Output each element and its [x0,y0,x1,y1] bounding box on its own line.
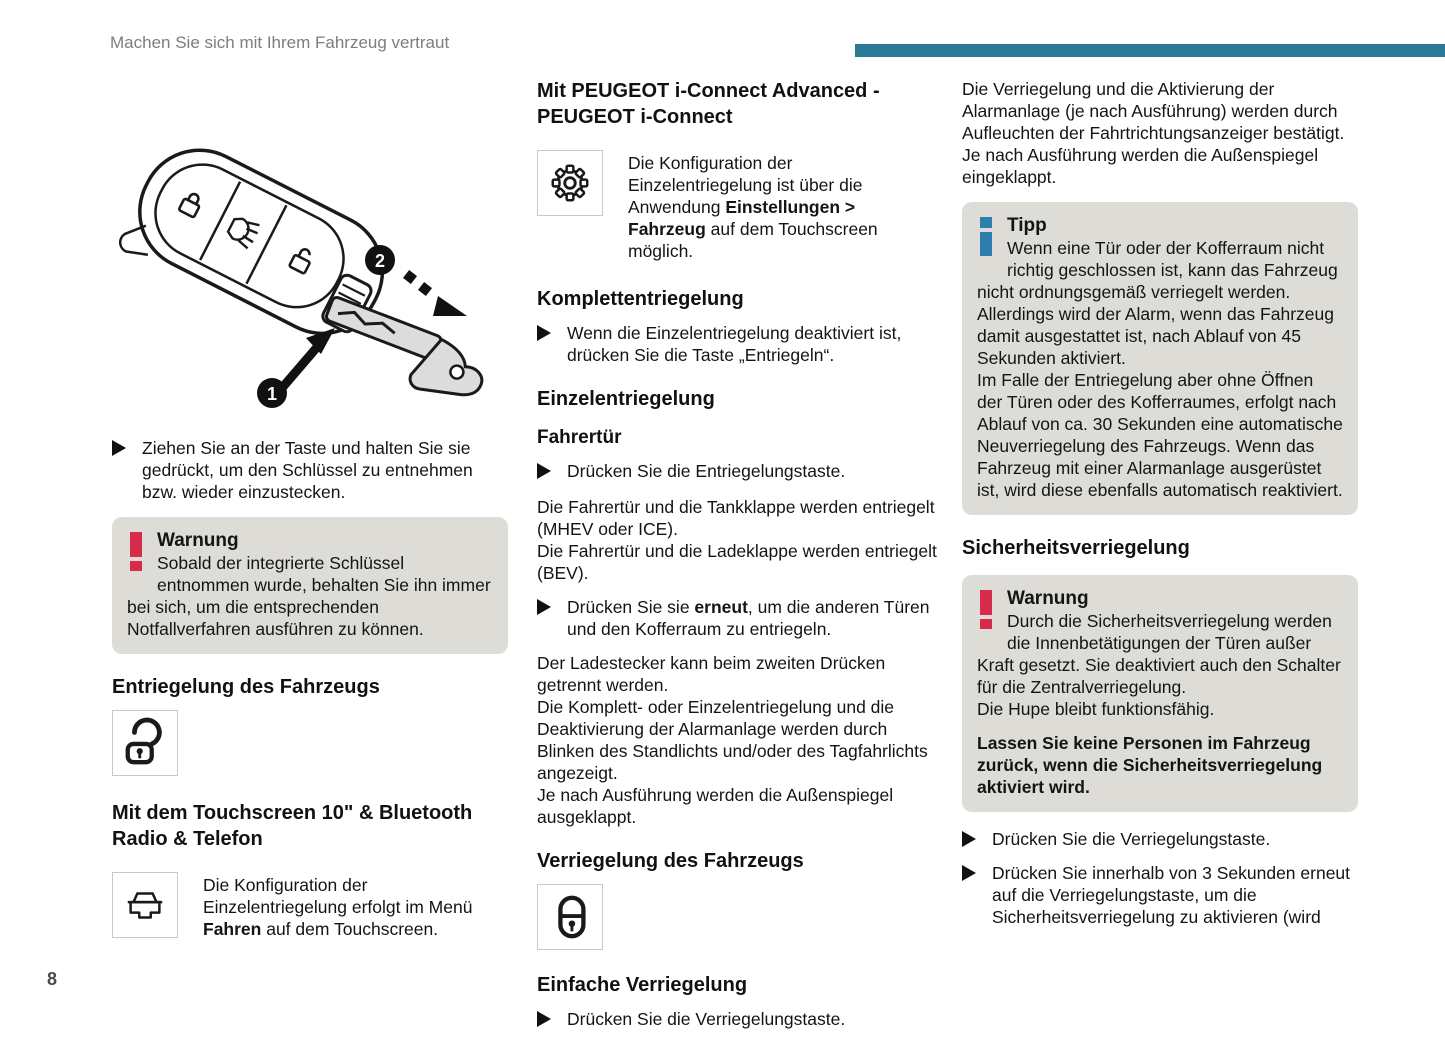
subheading-fahrertuer: Fahrertür [537,427,622,448]
instruction-text: Drücken Sie die Verriegelungstaste. [992,829,1271,849]
section-heading-komplett: Komplettentriegelung [537,288,744,310]
gear-icon [547,160,593,206]
section-heading-einfache: Einfache Verriegelung [537,974,748,996]
column-right [962,78,1358,940]
warning-box [112,517,508,654]
bullet-arrow-icon [537,1008,567,1032]
page-header-title: Machen Sie sich mit Ihrem Fahrzeug vertraut [110,33,450,52]
instruction-item [537,1008,937,1032]
text-part: auf dem Touchscreen möglich. [628,219,878,261]
menu-name-bold: Fahren [203,919,262,939]
section-heading-iconnect: Mit PEUGEOT i-Connect Advanced - PEUGEOT i-Connect [537,80,880,128]
bullet-arrow-icon [962,828,992,852]
paragraph: Je nach Ausführung werden die Außenspiegel eingeklappt. [962,145,1319,187]
paragraph: Der Ladestecker kann beim zweiten Drücken getrennt werden. [537,653,886,695]
text-part: auf dem Touchscreen. [261,919,439,939]
car-icon-box [112,872,178,938]
text-part: Die Konfiguration der Einzelentriegelung erfolgt im Menü [203,875,473,917]
section-heading-sicherheit: Sicherheitsverriegelung [962,537,1190,559]
paragraph: Die Komplett- oder Einzelentriegelung und die Deaktivierung der Alarmanlage werden durch Blinken des Standlichts und/oder des Tagfahrlichts angezeigt. [537,697,928,783]
menu-path-bold: Einstellungen > Fahrzeug [628,197,856,239]
text-part: , um die anderen Türen und den Kofferraum zu entriegeln. [567,597,930,639]
warning-box-2 [962,575,1358,812]
instruction-item [537,596,937,640]
bullet-arrow-icon [537,322,567,366]
paragraph: Die Fahrertür und die Tankklappe werden entriegelt (MHEV oder ICE). [537,497,935,539]
paragraph-group [537,496,937,584]
page-number: 8 [47,969,58,989]
unlock-padlock-icon [122,720,168,766]
callout-1-number: 1 [266,384,278,404]
paragraph: Je nach Ausführung werden die Außenspiegel ausgeklappt. [537,785,894,827]
warning-bold-note: Lassen Sie keine Personen im Fahrzeug zurück, wenn die Sicherheitsverriegelung aktiviert wird. [977,733,1323,797]
text-part: Drücken Sie sie [567,597,695,617]
warning-exclamation-icon [980,590,992,629]
tip-title: Tipp [1007,215,1047,236]
instruction-text [567,596,937,640]
bullet-arrow-icon [112,437,142,503]
key-fob-illustration [122,100,494,408]
column-middle [537,78,937,1044]
section-heading-einzel: Einzelentriegelung [537,388,715,410]
paragraph-group [537,652,937,828]
tip-box [962,202,1358,515]
gear-config-text [628,150,933,262]
car-config-text [203,872,508,940]
bullet-arrow-icon [537,596,567,640]
instruction-text: Drücken Sie die Entriegelungstaste. [567,461,846,481]
tip-text: Im Falle der Entriegelung aber ohne Öffnen der Türen oder des Kofferraumes, erfolgt nach Ablauf von ca. 30 Sekunden eine automatische Neuverriegelung des Fahrzeugs. Wenn das Fahrzeug mit einer Alarmanlage ausgerüstet ist, wird diese ebenfalls automatisch reaktiviert. [977,370,1343,500]
tip-text: Wenn eine Tür oder der Kofferraum nicht richtig geschlossen ist, kann das Fahrzeug nicht ordnungsgemäß verriegelt werden. Allerdings wird der Alarm, wenn das Fahrzeug damit ausgestattet ist, nach Ablauf von 45 Sekunden aktiviert. [977,238,1338,368]
key-blade [314,296,492,409]
section-heading-verriegelung: Verriegelung des Fahrzeugs [537,850,804,872]
bullet-arrow-icon [537,460,567,484]
touchscreen-config-row [112,872,508,940]
iconnect-config-row [537,150,937,262]
text-part: Die Konfiguration der Einzelentriegelung ist über die Anwendung [628,153,863,217]
instruction-text: Wenn die Einzelentriegelung deaktiviert ist, drücken Sie die Taste „Entriegeln“. [567,323,902,365]
warning-exclamation-icon [130,532,142,571]
info-icon [980,217,992,256]
warning-title: Warnung [1007,588,1089,609]
car-front-icon [122,882,168,928]
gear-icon-box [537,150,603,216]
warning-title: Warnung [157,530,239,551]
unlock-icon-box [112,710,178,776]
accent-bar [855,44,1445,57]
instruction-text: Drücken Sie die Verriegelungstaste. [567,1009,846,1029]
section-heading-touchscreen: Mit dem Touchscreen 10" & Bluetooth Radio & Telefon [112,802,473,850]
paragraph: Die Verriegelung und die Aktivierung der Alarmanlage (je nach Ausführung) werden durch Aufleuchten der Fahrtrichtungsanzeiger bestätigt. [962,79,1345,143]
lock-padlock-icon [547,894,593,940]
instruction-item [537,322,937,366]
warning-text: Die Hupe bleibt funktionsfähig. [977,699,1215,719]
instruction-item [112,437,508,503]
warning-text: Sobald der integrierte Schlüssel entnommen wurde, behalten Sie ihn immer bei sich, um die entsprechenden Notfallverfahren ausführen zu können. [127,553,491,639]
instruction-text: Drücken Sie innerhalb von 3 Sekunden erneut auf die Verriegelungstaste, um die Sicherheitsverriegelung zu aktivieren (wird [992,863,1351,927]
paragraph: Die Fahrertür und die Ladeklappe werden entriegelt (BEV). [537,541,937,583]
instruction-item [962,862,1358,928]
instruction-item [537,460,937,484]
callout-2-number: 2 [374,251,386,271]
instruction-item [962,828,1358,852]
erneut-bold: erneut [694,597,748,617]
warning-text: Durch die Sicherheitsverriegelung werden die Innenbetätigungen der Türen außer Kraft gesetzt. Sie deaktiviert auch den Schalter für die Zentralverriegelung. [977,611,1341,697]
paragraph-group [962,78,1358,188]
bullet-arrow-icon [962,862,992,928]
lock-icon-box [537,884,603,950]
section-heading-entriegelung: Entriegelung des Fahrzeugs [112,676,380,698]
column-left [112,78,508,950]
instruction-text: Ziehen Sie an der Taste und halten Sie sie gedrückt, um den Schlüssel zu entnehmen bzw. wieder einzustecken. [142,438,473,502]
